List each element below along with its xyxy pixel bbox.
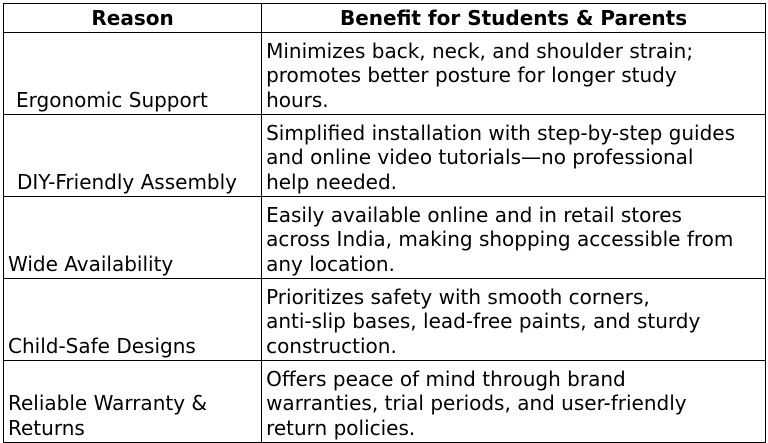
column-header-benefit: Benefit for Students & Parents [262,4,766,33]
reason-cell [4,197,262,279]
reason-cell [4,115,262,197]
benefit-line: across India, making shopping accessible from [266,227,734,251]
table-row [4,33,766,115]
benefit-line: Simplified installation with step-by-step guides [266,120,735,145]
benefit-line: promotes better posture for longer study [266,63,677,87]
reason-cell [4,279,262,361]
benefit-line: warranties, trial periods, and user-friendly [266,391,687,415]
reason-cell [4,33,262,115]
benefit-cell [262,279,766,361]
reason-line: DIY-Friendly Assembly [17,169,238,194]
table-row [4,361,766,443]
header-row [4,4,766,33]
benefit-line: Offers peace of mind through brand [266,366,626,391]
table-row [4,197,766,279]
reason-cell [4,361,262,443]
column-header-reason: Reason [4,4,262,33]
reason-line: Wide Availability [8,251,174,276]
reason-line: Returns [8,415,85,440]
table-row [4,279,766,361]
benefit-line: anti-slip bases, lead-free paints, and sturdy [266,309,701,333]
benefit-line: and online video tutorials—no professional [266,145,694,169]
benefit-cell [262,197,766,279]
benefit-line: Minimizes back, neck, and shoulder strain; [266,38,694,63]
reasons-table [3,3,766,443]
benefit-line: any location. [266,251,395,276]
benefit-cell [262,115,766,197]
table-row [4,115,766,197]
reason-line: Child-Safe Designs [8,333,196,358]
benefit-line: Easily available online and in retail stores [266,202,682,227]
benefit-line: construction. [266,333,397,358]
benefit-line: hours. [266,87,329,112]
benefit-cell [262,33,766,115]
benefit-line: return policies. [266,415,416,440]
benefit-line: Prioritizes safety with smooth corners, [266,284,650,309]
benefit-cell [262,361,766,443]
reason-line: Reliable Warranty & [8,391,207,415]
reason-line: Ergonomic Support [16,87,208,112]
benefit-line: help needed. [266,169,398,194]
